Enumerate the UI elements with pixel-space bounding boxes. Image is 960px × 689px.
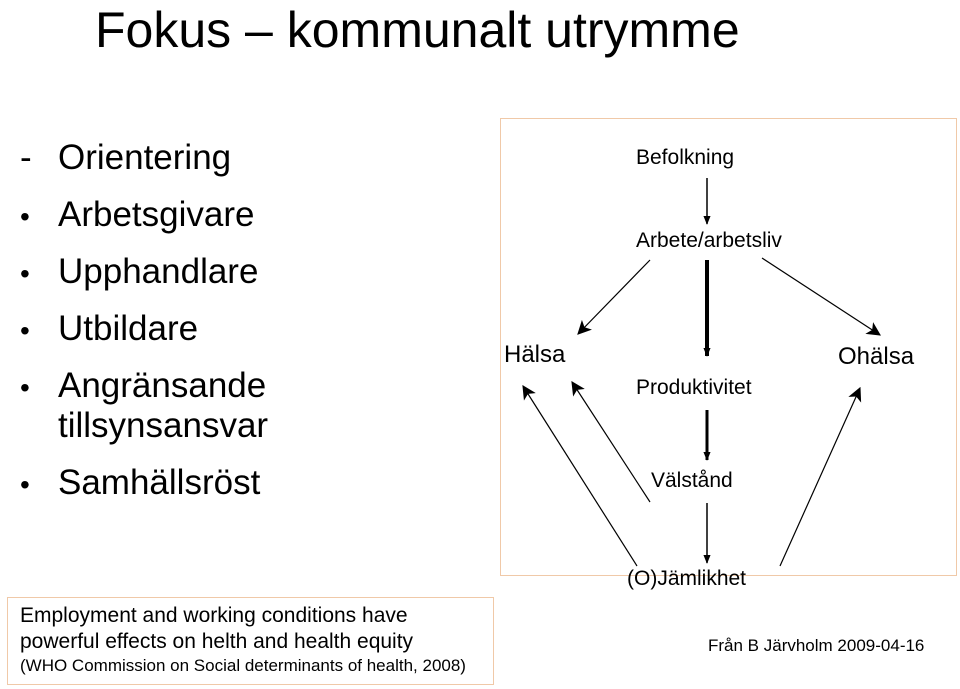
- quote-line: powerful effects on helth and health equity: [20, 630, 414, 653]
- node-valstand: Välstånd: [651, 469, 733, 492]
- bullet-marker: •: [20, 315, 30, 346]
- dash-marker: -: [20, 138, 32, 177]
- arrow-arbete-ohalsa: [762, 258, 880, 335]
- node-produktivitet: Produktivitet: [636, 376, 752, 399]
- quote-box: [7, 597, 494, 685]
- list-item-label: Samhällsröst: [58, 463, 261, 502]
- arrow-jamlikhet-halsa: [523, 386, 637, 566]
- list-item-label: Angränsande tillsynsansvar: [58, 366, 269, 445]
- bullet-marker: •: [20, 258, 30, 289]
- quote-source: (WHO Commission on Social determinants of health, 2008): [20, 656, 466, 675]
- list-item-label: Orientering: [58, 138, 232, 177]
- bullet-marker: •: [20, 469, 30, 500]
- bullet-marker: •: [20, 201, 30, 232]
- list-item-label: Upphandlare: [58, 252, 259, 291]
- node-befolkning: Befolkning: [636, 146, 735, 169]
- node-ohalsa: Ohälsa: [838, 343, 915, 370]
- bullet-marker: •: [20, 372, 30, 403]
- node-halsa: Hälsa: [504, 341, 566, 368]
- page-title: Fokus – kommunalt utrymme: [95, 2, 740, 58]
- list-item-label: Arbetsgivare: [58, 195, 255, 234]
- node-arbete: Arbete/arbetsliv: [636, 229, 782, 252]
- arrow-arbete-halsa: [578, 260, 650, 334]
- arrow-jamlikhet-ohalsa: [780, 388, 860, 566]
- credit-text: Från B Järvholm 2009-04-16: [708, 636, 925, 655]
- arrow-jamlikhet-halsa-inner: [572, 382, 650, 502]
- node-jamlikhet: (O)Jämlikhet: [627, 567, 747, 590]
- list-item-label: Utbildare: [58, 309, 199, 348]
- quote-line: Employment and working conditions have: [20, 604, 408, 627]
